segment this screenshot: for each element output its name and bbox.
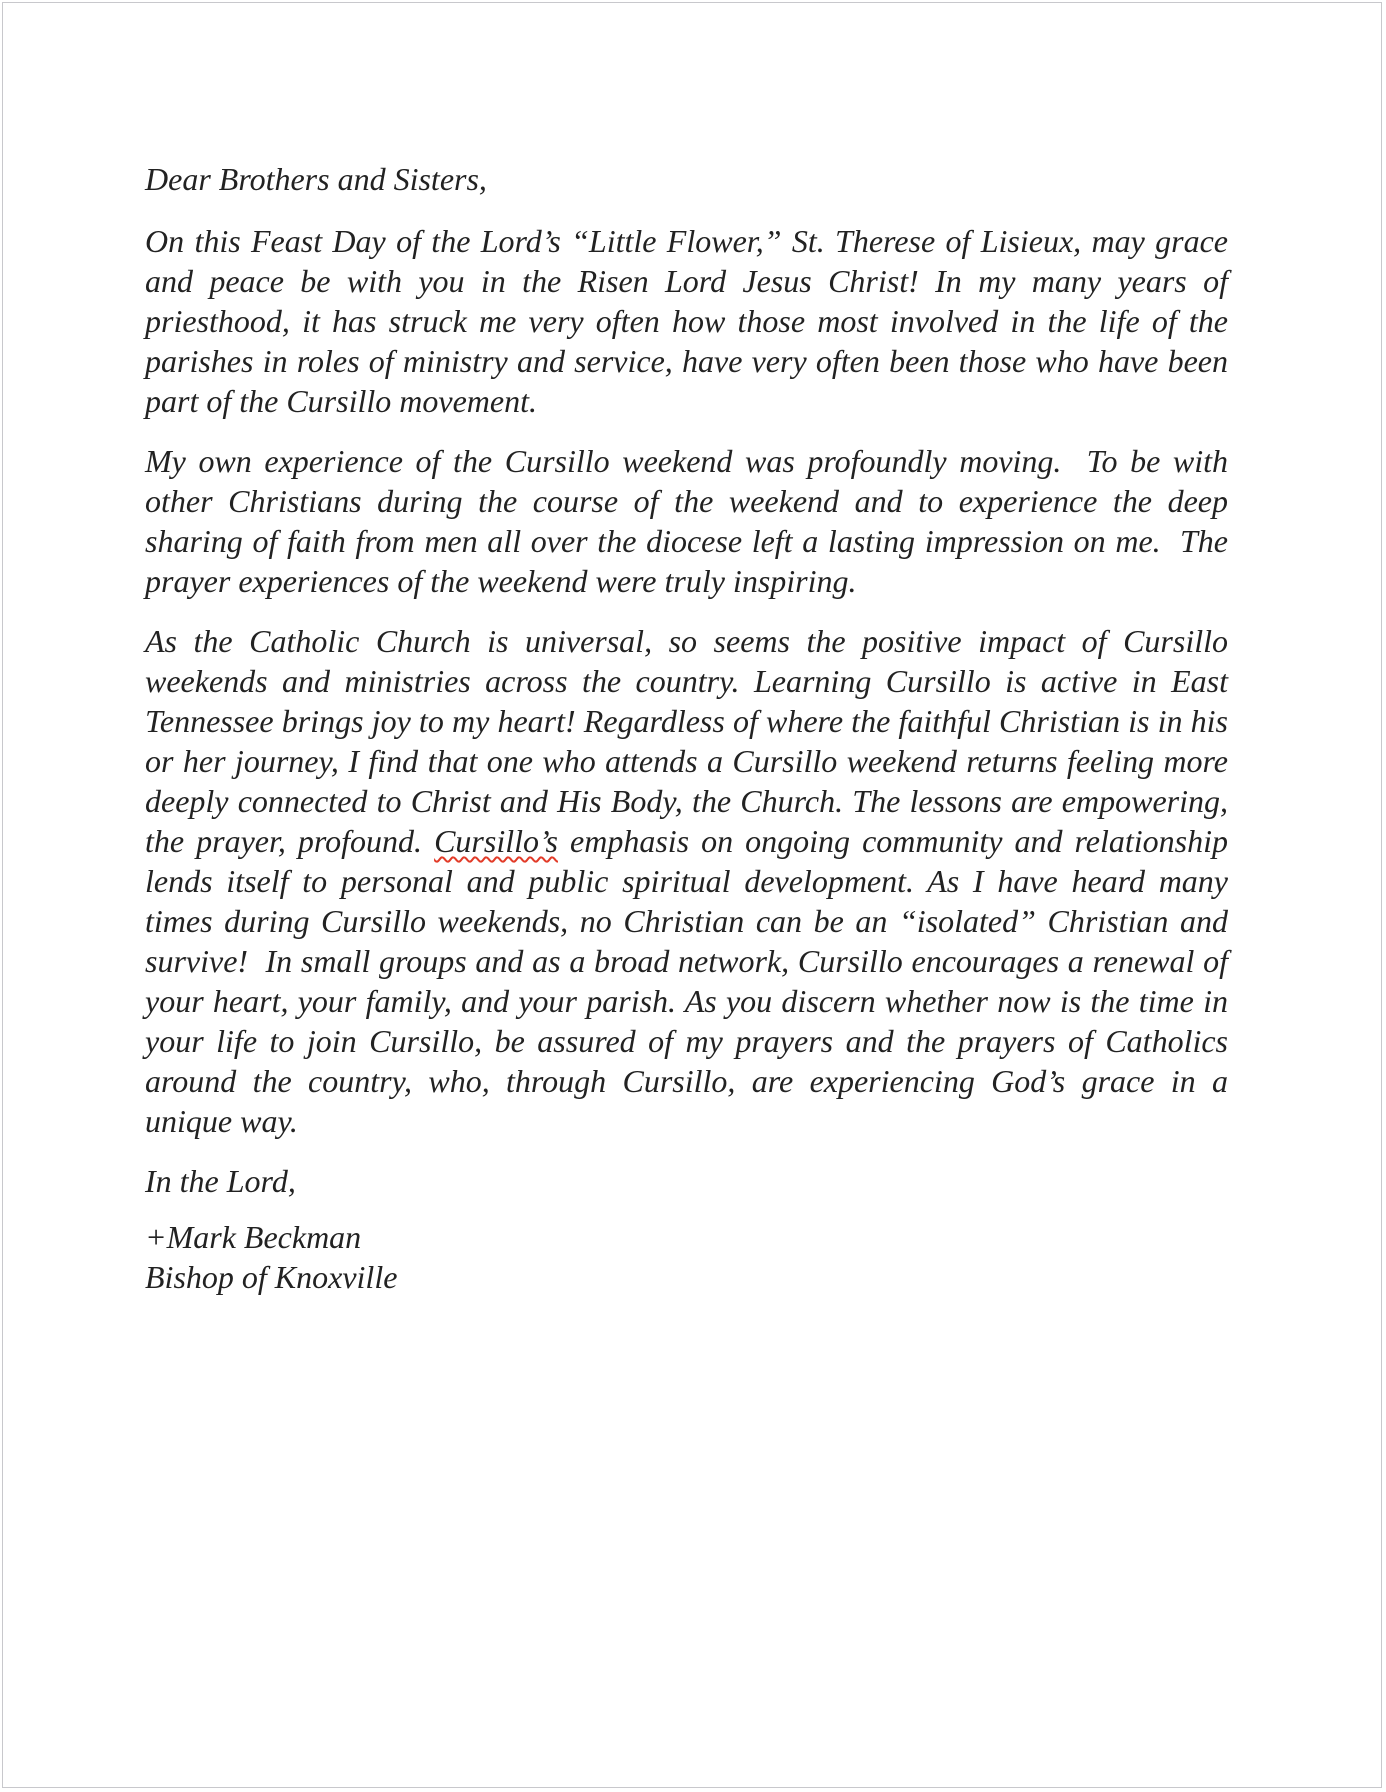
letter-paragraph-2[interactable]: My own experience of the Cursillo weekend was profoundly moving. To be with other Christians during the course of the weekend and to experience the deep sharing of faith from men all over the diocese left a lasting impression on me. The prayer experiences of the weekend were truly inspiring. xyxy=(145,443,1228,599)
signature-block[interactable] xyxy=(145,1217,1228,1297)
paragraph-text-after[interactable]: emphasis on ongoing community and relationship lends itself to personal and public spiritual development. As I have heard many times during Cursillo weekends, no Christian can be an “isolated” Christian and survive! In small groups and as a broad network, Cursillo encourages a renewal of your heart, your family, and your parish. As you discern whether now is the time in your life to join Cursillo, be assured of my prayers and the prayers of Catholics around the country, who, through Cursillo, are experiencing God’s grace in a unique way. xyxy=(145,823,1228,1139)
signature-title[interactable]: Bishop of Knoxville xyxy=(145,1259,398,1295)
letter-paragraph-3[interactable] xyxy=(145,621,1228,1141)
closing[interactable]: In the Lord, xyxy=(145,1163,296,1199)
paragraph-text-before[interactable]: As the Catholic Church is universal, so seems the positive impact of Cursillo weekends and ministries across the country. Learning Cursillo is active in East Tennessee brings joy to my heart! Regardless of where the faithful Christian is in his or her journey, I find that one who attends a Cursillo weekend returns feeling more deeply connected to Christ and His Body, the Church. The lessons are empowering, the prayer, profound. xyxy=(145,623,1228,859)
salutation[interactable]: Dear Brothers and Sisters, xyxy=(145,161,487,197)
document-page[interactable] xyxy=(2,2,1382,1788)
misspelled-word[interactable]: Cursillo’s xyxy=(434,823,558,859)
letter-body[interactable] xyxy=(3,3,1381,1297)
signature-name[interactable]: +Mark Beckman xyxy=(145,1219,362,1255)
letter-paragraph-1[interactable]: On this Feast Day of the Lord’s “Little Flower,” St. Therese of Lisieux, may grace and peace be with you in the Risen Lord Jesus Christ! In my many years of priesthood, it has struck me very often how those most involved in the life of the parishes in roles of ministry and service, have very often been those who have been part of the Cursillo movement. xyxy=(145,223,1228,419)
